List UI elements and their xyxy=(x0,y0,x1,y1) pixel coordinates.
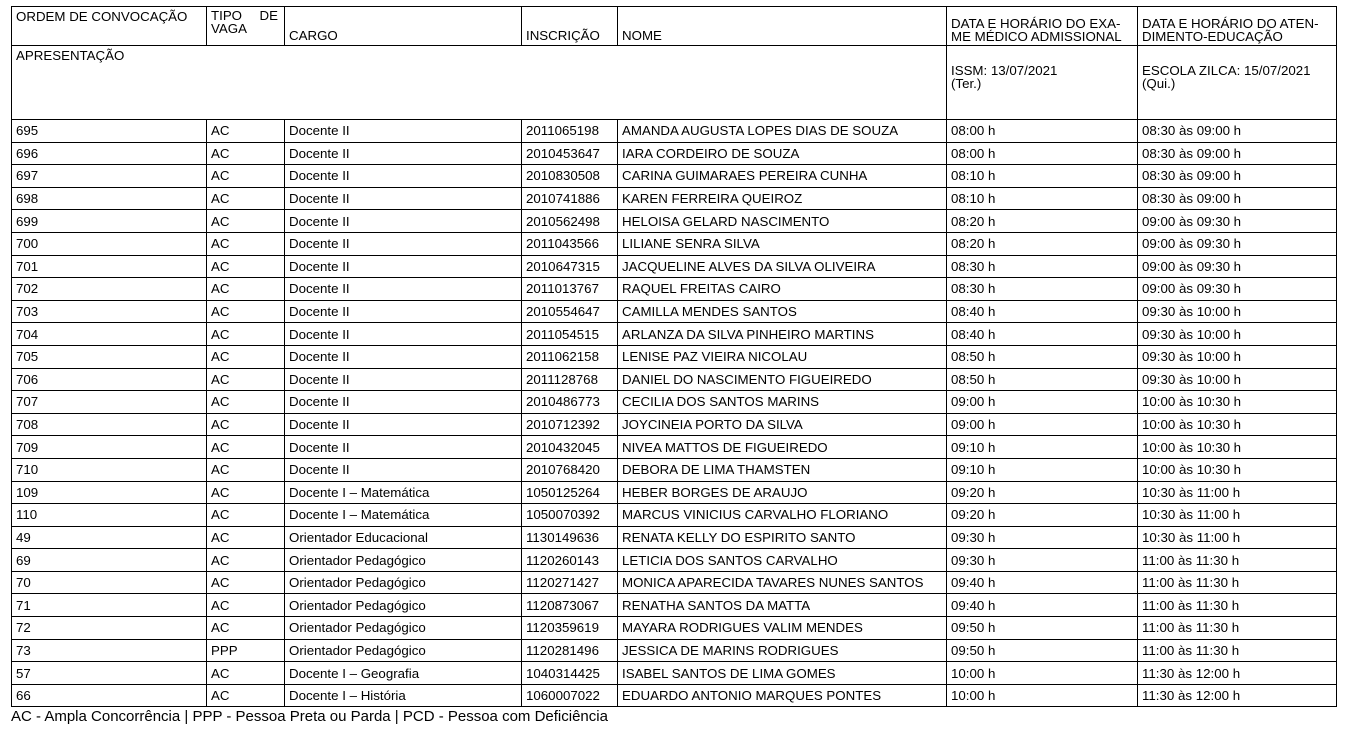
cell-atendimento: 11:30 às 12:00 h xyxy=(1138,662,1337,685)
header-exame-line1: DATA E HORÁRIO DO EXA- xyxy=(951,16,1121,31)
cell-exame: 09:50 h xyxy=(947,639,1138,662)
cell-nome: RENATA KELLY DO ESPIRITO SANTO xyxy=(618,526,947,549)
cell-nome: RAQUEL FREITAS CAIRO xyxy=(618,278,947,301)
cell-tipo: AC xyxy=(207,684,285,707)
cell-tipo: AC xyxy=(207,504,285,527)
issm-date-line2: (Ter.) xyxy=(951,76,982,91)
cell-inscricao: 2010486773 xyxy=(522,391,618,414)
cell-ordem: 708 xyxy=(12,413,207,436)
cell-inscricao: 2010647315 xyxy=(522,255,618,278)
cell-atendimento: 09:00 às 09:30 h xyxy=(1138,255,1337,278)
cell-cargo: Docente I – Matemática xyxy=(285,504,522,527)
convocation-table xyxy=(11,6,1337,707)
cell-exame: 09:40 h xyxy=(947,594,1138,617)
cell-exame: 09:50 h xyxy=(947,617,1138,640)
cell-atendimento: 10:30 às 11:00 h xyxy=(1138,526,1337,549)
cell-inscricao: 2010830508 xyxy=(522,165,618,188)
cell-ordem: 73 xyxy=(12,639,207,662)
cell-nome: AMANDA AUGUSTA LOPES DIAS DE SOUZA xyxy=(618,120,947,143)
cell-tipo: AC xyxy=(207,526,285,549)
cell-ordem: 70 xyxy=(12,571,207,594)
table-row xyxy=(12,436,1337,459)
cell-atendimento: 11:00 às 11:30 h xyxy=(1138,639,1337,662)
cell-exame: 08:10 h xyxy=(947,187,1138,210)
cell-ordem: 701 xyxy=(12,255,207,278)
cell-ordem: 704 xyxy=(12,323,207,346)
escola-date xyxy=(1138,46,1337,120)
cell-exame: 08:30 h xyxy=(947,255,1138,278)
cell-tipo: AC xyxy=(207,617,285,640)
cell-inscricao: 1120359619 xyxy=(522,617,618,640)
table-row xyxy=(12,413,1337,436)
cell-nome: IARA CORDEIRO DE SOUZA xyxy=(618,142,947,165)
cell-cargo: Docente II xyxy=(285,368,522,391)
cell-atendimento: 10:00 às 10:30 h xyxy=(1138,391,1337,414)
cell-cargo: Docente II xyxy=(285,436,522,459)
cell-cargo: Docente II xyxy=(285,413,522,436)
cell-atendimento: 08:30 às 09:00 h xyxy=(1138,165,1337,188)
cell-inscricao: 1050070392 xyxy=(522,504,618,527)
cell-exame: 09:40 h xyxy=(947,571,1138,594)
cell-nome: HELOISA GELARD NASCIMENTO xyxy=(618,210,947,233)
cell-ordem: 66 xyxy=(12,684,207,707)
cell-ordem: 705 xyxy=(12,345,207,368)
cell-tipo: AC xyxy=(207,187,285,210)
table-row xyxy=(12,142,1337,165)
cell-cargo: Orientador Pedagógico xyxy=(285,549,522,572)
cell-inscricao: 2010712392 xyxy=(522,413,618,436)
cell-inscricao: 2010554647 xyxy=(522,300,618,323)
cell-nome: DANIEL DO NASCIMENTO FIGUEIREDO xyxy=(618,368,947,391)
cell-exame: 09:20 h xyxy=(947,504,1138,527)
table-row xyxy=(12,526,1337,549)
header-atendimento-line1: DATA E HORÁRIO DO ATEN- xyxy=(1142,16,1319,31)
cell-exame: 09:00 h xyxy=(947,391,1138,414)
cell-cargo: Docente II xyxy=(285,142,522,165)
cell-inscricao: 1040314425 xyxy=(522,662,618,685)
cell-inscricao: 1120260143 xyxy=(522,549,618,572)
cell-inscricao: 1060007022 xyxy=(522,684,618,707)
cell-atendimento: 10:00 às 10:30 h xyxy=(1138,436,1337,459)
cell-cargo: Orientador Pedagógico xyxy=(285,571,522,594)
header-cargo: CARGO xyxy=(285,7,522,46)
cell-exame: 08:40 h xyxy=(947,323,1138,346)
cell-atendimento: 11:00 às 11:30 h xyxy=(1138,571,1337,594)
cell-ordem: 702 xyxy=(12,278,207,301)
header-tipo-vaga: VAGA xyxy=(211,20,247,36)
cell-exame: 09:00 h xyxy=(947,413,1138,436)
cell-exame: 09:30 h xyxy=(947,526,1138,549)
cell-inscricao: 1130149636 xyxy=(522,526,618,549)
cell-nome: LETICIA DOS SANTOS CARVALHO xyxy=(618,549,947,572)
cell-exame: 08:50 h xyxy=(947,345,1138,368)
table-row xyxy=(12,210,1337,233)
subheader-row xyxy=(12,46,1337,120)
header-nome: NOME xyxy=(618,7,947,46)
header-exame-line2: ME MÉDICO ADMISSIONAL xyxy=(951,28,1122,44)
table-row xyxy=(12,120,1337,143)
cell-ordem: 110 xyxy=(12,504,207,527)
table-row xyxy=(12,345,1337,368)
issm-date xyxy=(947,46,1138,120)
cell-tipo: AC xyxy=(207,662,285,685)
header-tipo-word: TIPO xyxy=(211,8,243,23)
cell-ordem: 700 xyxy=(12,232,207,255)
cell-tipo: AC xyxy=(207,165,285,188)
cell-nome: MARCUS VINICIUS CARVALHO FLORIANO xyxy=(618,504,947,527)
cell-tipo: AC xyxy=(207,210,285,233)
cell-ordem: 71 xyxy=(12,594,207,617)
cell-tipo: AC xyxy=(207,549,285,572)
cell-inscricao: 1120281496 xyxy=(522,639,618,662)
escola-date-line1: ESCOLA ZILCA: 15/07/2021 xyxy=(1142,63,1311,78)
cell-cargo: Docente II xyxy=(285,187,522,210)
cell-atendimento: 09:30 às 10:00 h xyxy=(1138,300,1337,323)
cell-exame: 08:20 h xyxy=(947,232,1138,255)
cell-atendimento: 08:30 às 09:00 h xyxy=(1138,120,1337,143)
cell-cargo: Docente I – Matemática xyxy=(285,481,522,504)
cell-ordem: 699 xyxy=(12,210,207,233)
cell-nome: CARINA GUIMARAES PEREIRA CUNHA xyxy=(618,165,947,188)
cell-ordem: 57 xyxy=(12,662,207,685)
cell-cargo: Docente I – História xyxy=(285,684,522,707)
cell-cargo: Docente II xyxy=(285,165,522,188)
cell-atendimento: 11:30 às 12:00 h xyxy=(1138,684,1337,707)
cell-exame: 08:40 h xyxy=(947,300,1138,323)
cell-ordem: 706 xyxy=(12,368,207,391)
table-row xyxy=(12,391,1337,414)
cell-tipo: AC xyxy=(207,120,285,143)
table-row xyxy=(12,300,1337,323)
cell-tipo: AC xyxy=(207,300,285,323)
table-row xyxy=(12,278,1337,301)
cell-nome: EDUARDO ANTONIO MARQUES PONTES xyxy=(618,684,947,707)
cell-cargo: Docente II xyxy=(285,345,522,368)
cell-nome: CECILIA DOS SANTOS MARINS xyxy=(618,391,947,414)
issm-date-line1: ISSM: 13/07/2021 xyxy=(951,63,1058,78)
cell-inscricao: 2010453647 xyxy=(522,142,618,165)
header-tipo xyxy=(207,7,285,46)
cell-nome: JACQUELINE ALVES DA SILVA OLIVEIRA xyxy=(618,255,947,278)
cell-tipo: AC xyxy=(207,278,285,301)
table-row xyxy=(12,232,1337,255)
cell-exame: 09:20 h xyxy=(947,481,1138,504)
cell-nome: NIVEA MATTOS DE FIGUEIREDO xyxy=(618,436,947,459)
cell-cargo: Docente II xyxy=(285,255,522,278)
cell-inscricao: 1120271427 xyxy=(522,571,618,594)
cell-cargo: Docente II xyxy=(285,210,522,233)
table-row xyxy=(12,504,1337,527)
cell-inscricao: 2010741886 xyxy=(522,187,618,210)
cell-atendimento: 09:30 às 10:00 h xyxy=(1138,345,1337,368)
header-atendimento xyxy=(1138,7,1337,46)
cell-tipo: PPP xyxy=(207,639,285,662)
table-row xyxy=(12,165,1337,188)
cell-ordem: 109 xyxy=(12,481,207,504)
cell-nome: LENISE PAZ VIEIRA NICOLAU xyxy=(618,345,947,368)
cell-nome: CAMILLA MENDES SANTOS xyxy=(618,300,947,323)
cell-cargo: Docente II xyxy=(285,232,522,255)
cell-ordem: 709 xyxy=(12,436,207,459)
table-row xyxy=(12,617,1337,640)
cell-inscricao: 1050125264 xyxy=(522,481,618,504)
cell-nome: DEBORA DE LIMA THAMSTEN xyxy=(618,458,947,481)
cell-exame: 09:30 h xyxy=(947,549,1138,572)
cell-exame: 08:20 h xyxy=(947,210,1138,233)
cell-exame: 10:00 h xyxy=(947,662,1138,685)
cell-nome: HEBER BORGES DE ARAUJO xyxy=(618,481,947,504)
cell-exame: 09:10 h xyxy=(947,458,1138,481)
table-row xyxy=(12,323,1337,346)
cell-tipo: AC xyxy=(207,571,285,594)
cell-tipo: AC xyxy=(207,391,285,414)
cell-exame: 08:30 h xyxy=(947,278,1138,301)
table-row xyxy=(12,594,1337,617)
cell-atendimento: 10:00 às 10:30 h xyxy=(1138,458,1337,481)
cell-exame: 08:00 h xyxy=(947,120,1138,143)
legend-note: AC - Ampla Concorrência | PPP - Pessoa Preta ou Parda | PCD - Pessoa com Deficiência xyxy=(11,708,608,725)
cell-atendimento: 09:00 às 09:30 h xyxy=(1138,232,1337,255)
cell-tipo: AC xyxy=(207,594,285,617)
cell-atendimento: 08:30 às 09:00 h xyxy=(1138,187,1337,210)
cell-tipo: AC xyxy=(207,458,285,481)
cell-cargo: Docente II xyxy=(285,458,522,481)
escola-date-line2: (Qui.) xyxy=(1142,76,1176,91)
cell-inscricao: 2011065198 xyxy=(522,120,618,143)
cell-exame: 08:50 h xyxy=(947,368,1138,391)
cell-ordem: 72 xyxy=(12,617,207,640)
cell-tipo: AC xyxy=(207,368,285,391)
cell-ordem: 695 xyxy=(12,120,207,143)
cell-inscricao: 2011062158 xyxy=(522,345,618,368)
cell-cargo: Docente II xyxy=(285,391,522,414)
table-row xyxy=(12,187,1337,210)
header-row xyxy=(12,7,1337,46)
cell-ordem: 707 xyxy=(12,391,207,414)
cell-nome: ARLANZA DA SILVA PINHEIRO MARTINS xyxy=(618,323,947,346)
cell-inscricao: 2011013767 xyxy=(522,278,618,301)
cell-exame: 08:10 h xyxy=(947,165,1138,188)
cell-cargo: Orientador Pedagógico xyxy=(285,617,522,640)
cell-exame: 08:00 h xyxy=(947,142,1138,165)
cell-cargo: Docente II xyxy=(285,120,522,143)
apresentacao-label: APRESENTAÇÃO xyxy=(12,46,947,120)
header-inscricao: INSCRIÇÃO xyxy=(522,7,618,46)
table-row xyxy=(12,368,1337,391)
cell-cargo: Docente I – Geografia xyxy=(285,662,522,685)
cell-atendimento: 09:30 às 10:00 h xyxy=(1138,323,1337,346)
cell-atendimento: 10:00 às 10:30 h xyxy=(1138,413,1337,436)
table-row xyxy=(12,571,1337,594)
cell-cargo: Docente II xyxy=(285,278,522,301)
cell-ordem: 710 xyxy=(12,458,207,481)
header-exame xyxy=(947,7,1138,46)
cell-nome: MAYARA RODRIGUES VALIM MENDES xyxy=(618,617,947,640)
cell-atendimento: 09:30 às 10:00 h xyxy=(1138,368,1337,391)
cell-inscricao: 2010768420 xyxy=(522,458,618,481)
cell-tipo: AC xyxy=(207,142,285,165)
cell-atendimento: 11:00 às 11:30 h xyxy=(1138,617,1337,640)
cell-atendimento: 09:00 às 09:30 h xyxy=(1138,278,1337,301)
cell-inscricao: 2011128768 xyxy=(522,368,618,391)
cell-ordem: 49 xyxy=(12,526,207,549)
cell-cargo: Orientador Pedagógico xyxy=(285,594,522,617)
header-atendimento-line2: DIMENTO-EDUCAÇÃO xyxy=(1142,28,1283,44)
cell-nome: ISABEL SANTOS DE LIMA GOMES xyxy=(618,662,947,685)
cell-tipo: AC xyxy=(207,232,285,255)
cell-nome: MONICA APARECIDA TAVARES NUNES SANTOS xyxy=(618,571,947,594)
cell-exame: 09:10 h xyxy=(947,436,1138,459)
table-row xyxy=(12,481,1337,504)
cell-tipo: AC xyxy=(207,345,285,368)
cell-inscricao: 2011054515 xyxy=(522,323,618,346)
cell-inscricao: 2011043566 xyxy=(522,232,618,255)
cell-tipo: AC xyxy=(207,323,285,346)
header-ordem: ORDEM DE CONVOCAÇÃO xyxy=(12,7,207,46)
table-row xyxy=(12,255,1337,278)
cell-tipo: AC xyxy=(207,436,285,459)
cell-ordem: 697 xyxy=(12,165,207,188)
cell-nome: KAREN FERREIRA QUEIROZ xyxy=(618,187,947,210)
cell-inscricao: 2010432045 xyxy=(522,436,618,459)
cell-atendimento: 11:00 às 11:30 h xyxy=(1138,549,1337,572)
header-tipo-de: DE xyxy=(259,8,278,23)
cell-atendimento: 11:00 às 11:30 h xyxy=(1138,594,1337,617)
cell-tipo: AC xyxy=(207,255,285,278)
cell-nome: RENATHA SANTOS DA MATTA xyxy=(618,594,947,617)
cell-ordem: 69 xyxy=(12,549,207,572)
cell-atendimento: 10:30 às 11:00 h xyxy=(1138,504,1337,527)
cell-inscricao: 1120873067 xyxy=(522,594,618,617)
cell-nome: JOYCINEIA PORTO DA SILVA xyxy=(618,413,947,436)
cell-ordem: 698 xyxy=(12,187,207,210)
table-row xyxy=(12,639,1337,662)
cell-exame: 10:00 h xyxy=(947,684,1138,707)
cell-tipo: AC xyxy=(207,481,285,504)
table-row xyxy=(12,684,1337,707)
table-row xyxy=(12,458,1337,481)
cell-nome: JESSICA DE MARINS RODRIGUES xyxy=(618,639,947,662)
cell-ordem: 696 xyxy=(12,142,207,165)
cell-ordem: 703 xyxy=(12,300,207,323)
cell-cargo: Orientador Pedagógico xyxy=(285,639,522,662)
table-row xyxy=(12,662,1337,685)
cell-tipo: AC xyxy=(207,413,285,436)
cell-cargo: Docente II xyxy=(285,300,522,323)
cell-nome: LILIANE SENRA SILVA xyxy=(618,232,947,255)
cell-cargo: Orientador Educacional xyxy=(285,526,522,549)
cell-inscricao: 2010562498 xyxy=(522,210,618,233)
cell-atendimento: 08:30 às 09:00 h xyxy=(1138,142,1337,165)
cell-atendimento: 10:30 às 11:00 h xyxy=(1138,481,1337,504)
cell-cargo: Docente II xyxy=(285,323,522,346)
cell-atendimento: 09:00 às 09:30 h xyxy=(1138,210,1337,233)
table-row xyxy=(12,549,1337,572)
